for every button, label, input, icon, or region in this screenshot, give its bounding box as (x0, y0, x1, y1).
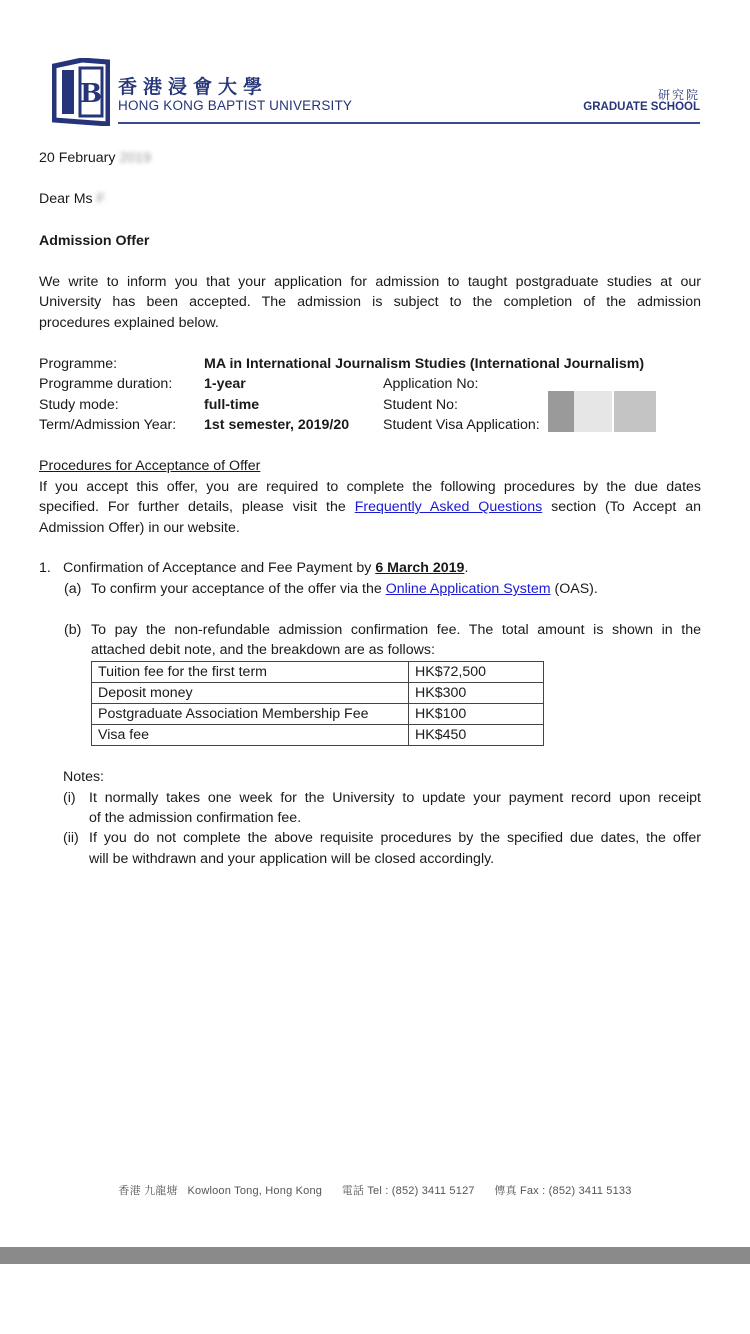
redaction-block (614, 391, 656, 432)
term-label: Term/Admission Year: (39, 417, 177, 433)
tel-number: Tel : (852) 3411 5127 (367, 1185, 475, 1197)
fee-item: Deposit money (92, 683, 409, 704)
note-ii-label: (ii) (63, 830, 79, 846)
term-value: 1st semester, 2019/20 (204, 417, 350, 433)
duration-label: Programme duration: (39, 376, 173, 392)
letter-subject: Admission Offer (39, 233, 150, 249)
redaction-block (548, 391, 574, 432)
address-en: Kowloon Tong, Hong Kong (187, 1185, 323, 1197)
fee-amount: HK$72,500 (409, 662, 544, 683)
redacted-name: F (96, 191, 106, 207)
intro-line-1: We write to inform you that your application for admission to taught postgraduate studies at our (39, 274, 701, 290)
intro-line-3: procedures explained below. (39, 315, 219, 331)
application-no-label: Application No: (383, 376, 479, 392)
fee-item: Tuition fee for the first term (92, 662, 409, 683)
fee-amount: HK$100 (409, 704, 544, 725)
salutation: Dear Ms F (39, 191, 106, 207)
notes-heading: Notes: (63, 769, 105, 785)
redaction-block (574, 391, 612, 432)
letter-date: 20 February 2019 (39, 150, 152, 166)
note-ii-line-1: If you do not complete the above requisite procedures by the specified due dates, the offer (89, 830, 701, 846)
note-ii-line-2: will be withdrawn and your application will be closed accordingly. (89, 851, 495, 867)
intro-line-2: University has been accepted. The admission is subject to the completion of the admission (39, 294, 701, 310)
oas-link[interactable]: Online Application System (385, 581, 551, 597)
university-name-en: HONG KONG BAPTIST UNIVERSITY (118, 98, 353, 113)
fee-breakdown-table (91, 661, 544, 746)
step-b-label: (b) (64, 622, 82, 638)
study-mode-label: Study mode: (39, 397, 119, 413)
fee-item: Visa fee (92, 725, 409, 746)
step-1-number: 1. (39, 560, 51, 576)
fax-zh: 傳真 (494, 1185, 517, 1197)
university-logo (52, 58, 110, 126)
table-row (92, 704, 544, 725)
university-name-zh: 香港浸會大學 (118, 76, 269, 98)
faq-link[interactable]: Frequently Asked Questions (354, 499, 543, 515)
fax-number: Fax : (852) 3411 5133 (519, 1185, 632, 1197)
study-mode-value: full-time (204, 397, 260, 413)
fee-amount: HK$300 (409, 683, 544, 704)
step-b-line-2: attached debit note, and the breakdown are as follows: (91, 642, 435, 658)
procedures-heading: Procedures for Acceptance of Offer (39, 458, 261, 474)
address-zh: 香港 九龍塘 (118, 1185, 178, 1197)
table-row (92, 725, 544, 746)
procedures-line-2: specified. For further details, please visit the Frequently Asked Questions section (To Accept an (39, 499, 701, 515)
svg-text:B: B (80, 79, 102, 109)
step-a-label: (a) (64, 581, 82, 597)
fee-item: Postgraduate Association Membership Fee (92, 704, 409, 725)
redacted-year: 2019 (119, 150, 152, 166)
student-no-label: Student No: (383, 397, 458, 413)
note-i-label: (i) (63, 790, 76, 806)
procedures-line-1: If you accept this offer, you are required to complete the following procedures by the due dates (39, 479, 701, 495)
visa-application-label: Student Visa Application: (383, 417, 540, 433)
note-i-line-2: of the admission confirmation fee. (89, 810, 302, 826)
school-name-zh: 研究院 (657, 88, 700, 102)
step-b-line-1: To pay the non-refundable admission confirmation fee. The total amount is shown in the (91, 622, 701, 638)
letter-footer (0, 1182, 750, 1198)
procedures-line-3: Admission Offer) in our website. (39, 520, 240, 536)
fee-amount: HK$450 (409, 725, 544, 746)
page-separator-bar (0, 1247, 750, 1264)
step-a-text: To confirm your acceptance of the offer via the Online Application System (OAS). (91, 581, 598, 597)
note-i-line-1: It normally takes one week for the University to update your payment record upon receipt (89, 790, 701, 806)
duration-value: 1-year (204, 376, 246, 392)
step-1-title: Confirmation of Acceptance and Fee Payment by 6 March 2019. (63, 560, 469, 576)
table-row (92, 662, 544, 683)
programme-value: MA in International Journalism Studies (International Journalism) (204, 356, 645, 372)
due-date: 6 March 2019 (375, 560, 465, 576)
table-row (92, 683, 544, 704)
header-divider (118, 122, 700, 124)
school-name-en: GRADUATE SCHOOL (583, 101, 700, 113)
programme-label: Programme: (39, 356, 118, 372)
tel-zh: 電話 (341, 1185, 365, 1197)
